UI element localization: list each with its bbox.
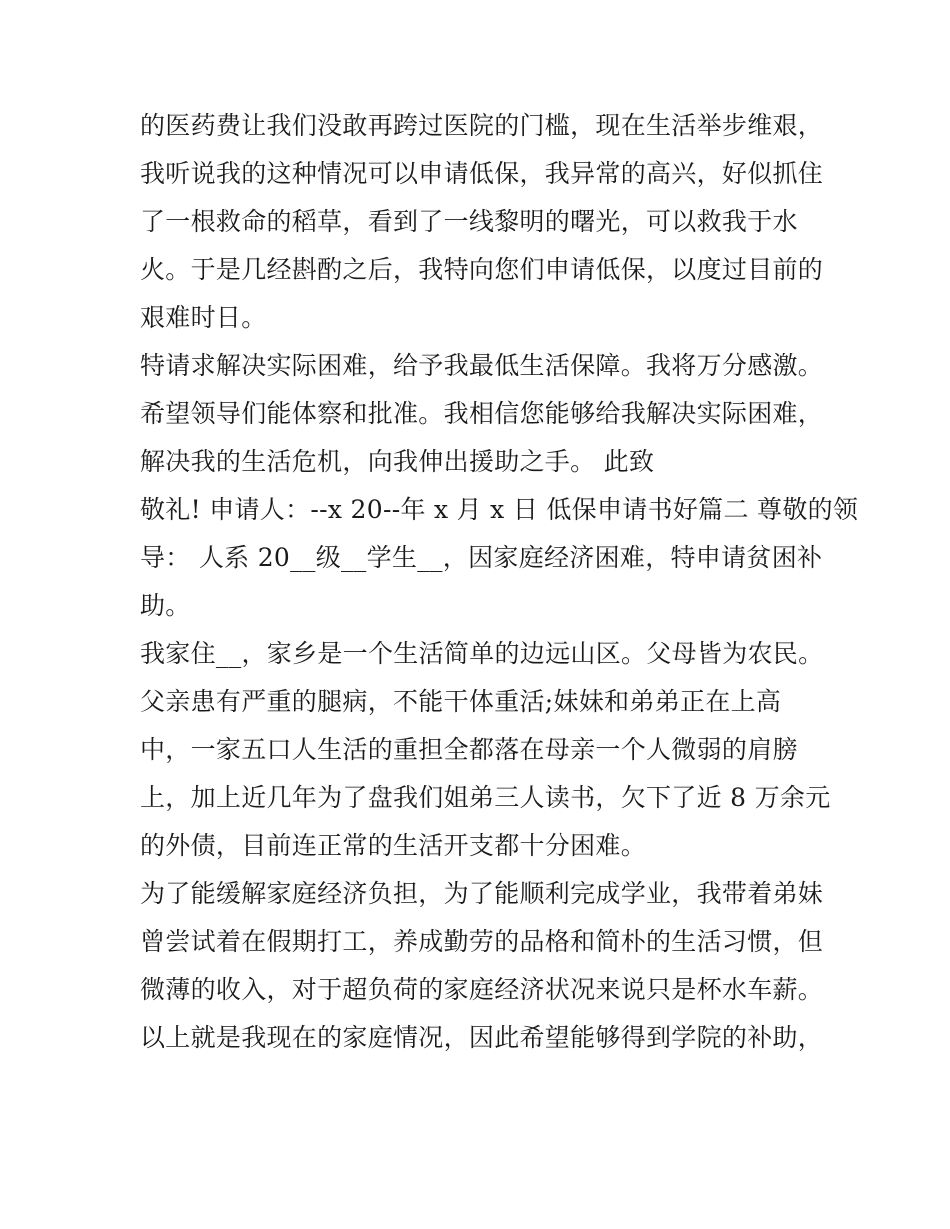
document-body	[140, 102, 859, 1062]
text-line: 我家住__，家乡是一个生活简单的边远山区。父母皆为农民。	[140, 639, 824, 668]
text-line: 的医药费让我们没敢再跨过医院的门槛，现在生活举步维艰，	[140, 111, 824, 140]
text-line: 助。	[140, 591, 191, 620]
text-line: 火。于是几经斟酌之后，我特向您们申请低保，以度过目前的	[140, 255, 824, 284]
text-line: 的外债，目前连正常的生活开支都十分困难。	[140, 831, 647, 860]
text-line: 特请求解决实际困难，给予我最低生活保障。我将万分感激。	[140, 351, 824, 380]
text-line: 父亲患有严重的腿病，不能干体重活;妹妹和弟弟正在上高	[140, 687, 782, 716]
text-line: 艰难时日。	[140, 303, 267, 332]
text-line: 导： 人系 20__级__学生__，因家庭经济困难，特申请贫困补	[140, 543, 823, 572]
text-line: 中，一家五口人生活的重担全都落在母亲一个人微弱的肩膀	[140, 735, 798, 764]
text-line: 微薄的收入，对于超负荷的家庭经济状况来说只是杯水车薪。	[140, 975, 824, 1004]
text-line: 解决我的生活危机，向我伸出援助之手。 此致	[140, 447, 655, 476]
text-line: 以上就是我现在的家庭情况，因此希望能够得到学院的补助，	[140, 1023, 824, 1052]
text-line: 上，加上近几年为了盘我们姐弟三人读书，欠下了近 8 万余元	[140, 783, 831, 812]
text-line: 敬礼! 申请人：--x 20--年 x 月 x 日 低保申请书好篇二 尊敬的领	[140, 495, 859, 524]
text-line: 为了能缓解家庭经济负担，为了能顺利完成学业，我带着弟妹	[140, 879, 824, 908]
text-line: 希望领导们能体察和批准。我相信您能够给我解决实际困难，	[140, 399, 824, 428]
text-line: 了一根救命的稻草，看到了一线黎明的曙光，可以救我于水	[140, 207, 798, 236]
text-line: 曾尝试着在假期打工，养成勤劳的品格和简朴的生活习惯，但	[140, 927, 824, 956]
text-line: 我听说我的这种情况可以申请低保，我异常的高兴，好似抓住	[140, 159, 824, 188]
